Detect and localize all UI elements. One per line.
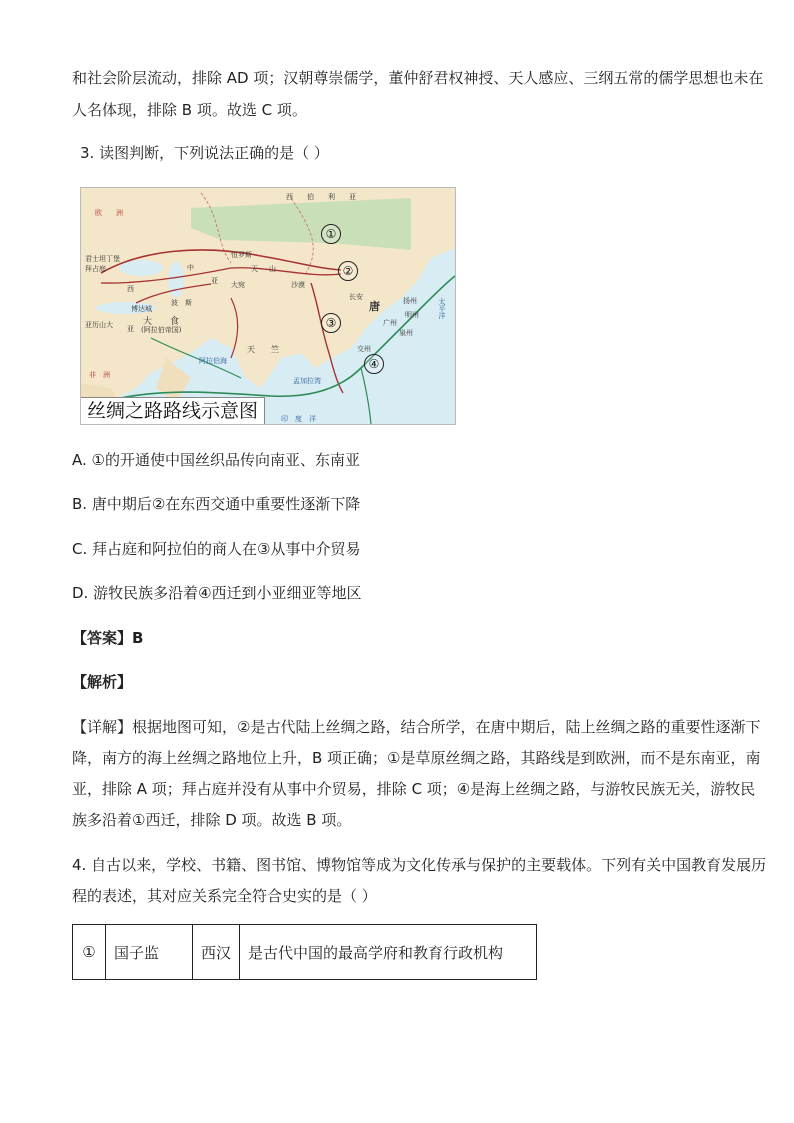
label-india: 天 竺 bbox=[247, 345, 279, 354]
intro-line-2: 人名体现，排除 B 项。故选 C 项。 bbox=[72, 101, 307, 119]
label-arab-sub: (阿拉伯帝国) bbox=[141, 326, 182, 334]
answer-label: 【答案】B bbox=[72, 629, 144, 647]
label-arab: 大 食 bbox=[143, 317, 180, 327]
label-shan: 山 bbox=[269, 265, 276, 273]
table-row bbox=[73, 925, 537, 980]
label-alexandria: 亚历山大 bbox=[85, 321, 113, 329]
question-4-line-1: 4. 自古以来，学校、书籍、图书馆、博物馆等成为文化传承与保护的主要载体。下列有关中国教育发展历 bbox=[72, 856, 767, 874]
label-talas: 恒罗斯 bbox=[231, 251, 252, 259]
label-pacific: 太平洋 bbox=[438, 298, 446, 319]
option-d: D. 游牧民族多沿着④西迁到小亚细亚等地区 bbox=[72, 584, 362, 602]
label-arabian-sea: 阿拉伯海 bbox=[199, 357, 227, 365]
institution-name: 国子监 bbox=[106, 925, 193, 980]
label-ya: 亚 bbox=[127, 325, 134, 333]
dynasty: 西汉 bbox=[193, 925, 240, 980]
explanation-line-2: 降，南方的海上丝绸之路地位上升，B 项正确；①是草原丝绸之路，其路线是到欧洲，而不是东南亚，南 bbox=[72, 749, 761, 767]
label-asia: 亚 bbox=[211, 277, 218, 285]
description: 是古代中国的最高学府和教育行政机构 bbox=[240, 925, 537, 980]
explanation-line-3: 亚，排除 A 项；拜占庭并没有从事中介贸易，排除 C 项；④是海上丝绸之路，与游牧民族无关，游牧民 bbox=[72, 780, 756, 798]
label-byzantium: 拜占庭 bbox=[85, 265, 106, 273]
question-3-stem: 3. 读图判断，下列说法正确的是（ ） bbox=[80, 144, 329, 162]
option-a: A. ①的开通使中国丝织品传向南亚、东南亚 bbox=[72, 451, 360, 469]
question-4-line-2: 程的表述，其对应关系完全符合史实的是（ ） bbox=[72, 887, 377, 905]
intro-line-1: 和社会阶层流动，排除 AD 项；汉朝尊崇儒学，董仲舒君权神授、天人感应、三纲五常的儒学思想也未在 bbox=[72, 69, 764, 87]
label-tang: 唐 bbox=[369, 300, 380, 313]
label-africa: 非 洲 bbox=[89, 371, 110, 379]
label-bengal: 孟加拉湾 bbox=[293, 377, 321, 385]
label-quanzhou: 泉州 bbox=[399, 329, 413, 337]
label-yangzhou: 扬州 bbox=[403, 297, 417, 305]
education-table bbox=[72, 924, 537, 980]
route-marker-4: ④ bbox=[364, 354, 384, 374]
route-marker-2: ② bbox=[338, 261, 358, 281]
option-c: C. 拜占庭和阿拉伯的商人在③从事中介贸易 bbox=[72, 540, 361, 558]
label-persia: 波 斯 bbox=[171, 299, 192, 307]
label-mingzhou: 明州 bbox=[405, 311, 419, 319]
explanation-line-1: 【详解】根据地图可知，②是古代陆上丝绸之路，结合所学，在唐中期后，陆上丝绸之路的重要性逐渐下 bbox=[72, 718, 761, 736]
label-west: 西 bbox=[127, 285, 134, 293]
label-jiaozhou: 交州 bbox=[357, 345, 371, 353]
label-indian-ocean: 印 度 洋 bbox=[281, 415, 316, 423]
label-baghdad: 博达城 bbox=[131, 305, 152, 313]
label-siberia: 西 伯 利 亚 bbox=[286, 193, 356, 201]
silk-road-map bbox=[80, 187, 456, 425]
label-changan: 长安 bbox=[349, 293, 363, 301]
label-guangzhou: 广州 bbox=[383, 319, 397, 327]
explanation-line-4: 族多沿着①西迁，排除 D 项。故选 B 项。 bbox=[72, 811, 352, 829]
label-tian: 天 bbox=[251, 265, 258, 273]
map-caption: 丝绸之路路线示意图 bbox=[81, 397, 265, 424]
row-number: ① bbox=[73, 925, 106, 980]
option-b: B. 唐中期后②在东西交通中重要性逐渐下降 bbox=[72, 495, 361, 513]
label-fergana: 大宛 bbox=[231, 281, 245, 289]
route-marker-1: ① bbox=[321, 224, 341, 244]
analysis-label: 【解析】 bbox=[72, 673, 133, 691]
label-central: 中 bbox=[187, 264, 194, 272]
label-europe: 欧 洲 bbox=[95, 209, 123, 217]
label-constantinople: 君士坦丁堡 bbox=[85, 255, 120, 263]
label-desert: 沙漠 bbox=[291, 281, 305, 289]
route-marker-3: ③ bbox=[321, 313, 341, 333]
